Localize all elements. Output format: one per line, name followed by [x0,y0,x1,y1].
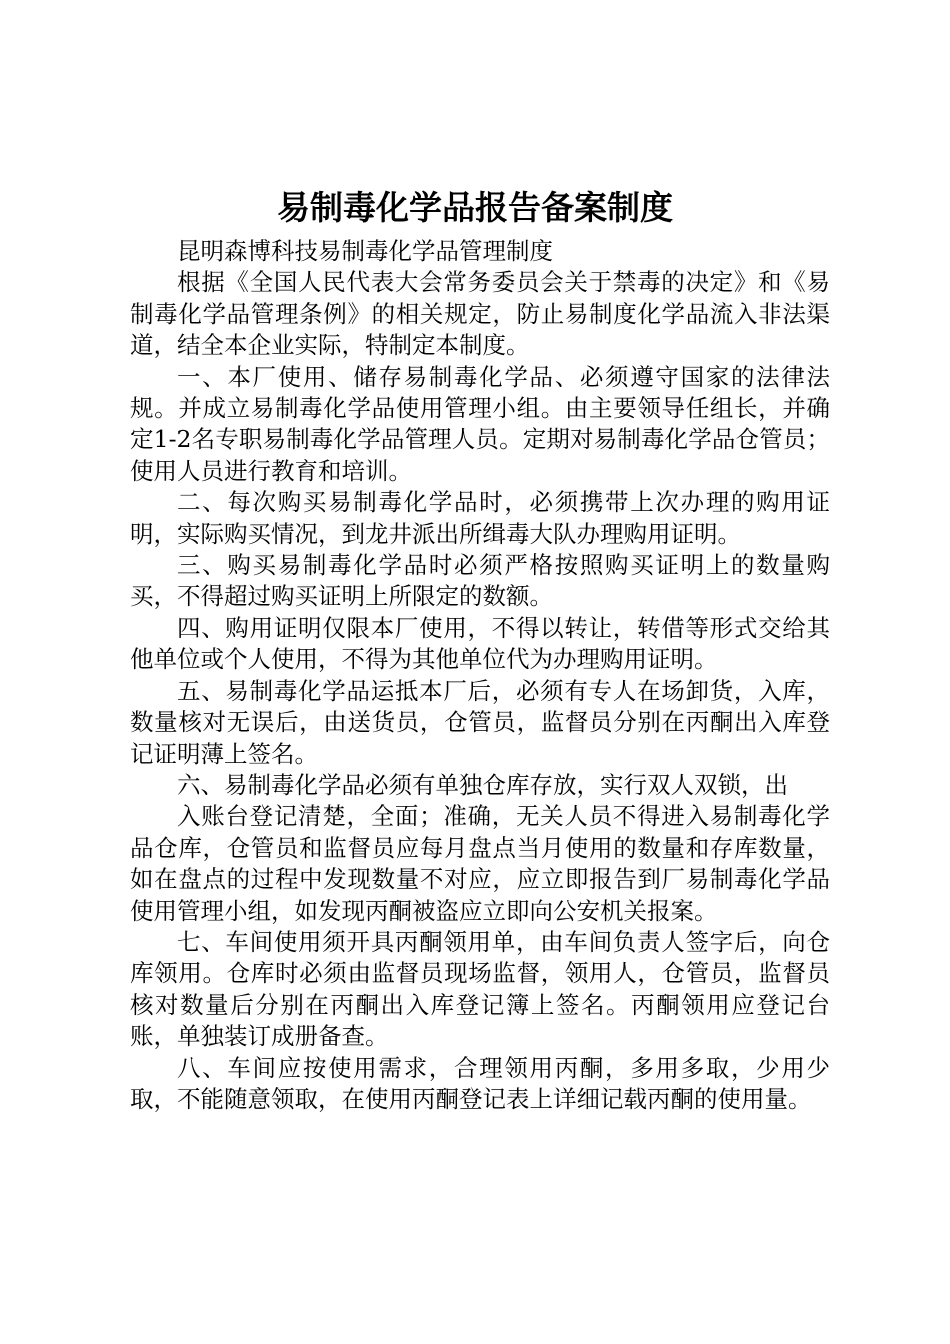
paragraph-clause-8: 八、车间应按使用需求，合理领用丙酮，多用多取，少用少取，不能随意领取，在使用丙酮登记表上详细记载丙酮的使用量。 [130,1053,830,1113]
paragraph-company-heading: 昆明森博科技易制毒化学品管理制度 [177,237,553,265]
paragraph-clause-1: 一、本厂使用、储存易制毒化学品、必须遵守国家的法律法规。并成立易制毒化学品使用管理小组。由主要领导任组长，并确定1-2名专职易制毒化学品管理人员。定期对易制毒化学品仓管员；使用人员进行教育和培训。 [130,362,830,485]
paragraph-clause-3: 三、购买易制毒化学品时必须严格按照购买证明上的数量购买，不得超过购买证明上所限定的数额。 [130,551,830,611]
paragraph-clause-7: 七、车间使用须开具丙酮领用单，由车间负责人签字后，向仓库领用。仓库时必须由监督员现场监督，领用人，仓管员，监督员核对数量后分别在丙酮出入库登记簿上签名。丙酮领用应登记台账，单独装订成册备查。 [130,927,830,1051]
paragraph-clause-2: 二、每次购买易制毒化学品时，必须携带上次办理的购用证明，实际购买情况，到龙井派出所缉毒大队办理购用证明。 [130,488,830,548]
paragraph-preamble: 根据《全国人民代表大会常务委员会关于禁毒的决定》和《易制毒化学品管理条例》的相关规定，防止易制度化学品流入非法渠道，结全本企业实际，特制定本制度。 [130,268,830,360]
paragraph-clause-4: 四、购用证明仅限本厂使用，不得以转让，转借等形式交给其他单位或个人使用，不得为其他单位代为办理购用证明。 [130,613,830,674]
paragraph-clause-6: 六、易制毒化学品必须有单独仓库存放，实行双人双锁，出 [177,770,788,799]
paragraph-clause-5: 五、易制毒化学品运抵本厂后，必须有专人在场卸货，入库，数量核对无误后，由送货员，仓管员，监督员分别在丙酮出入库登记证明薄上签名。 [130,676,830,768]
document-body [130,236,830,1115]
document-title: 易制毒化学品报告备案制度 [277,188,673,227]
paragraph-clause-6-continued: 入账台登记清楚，全面；准确，无关人员不得进入易制毒化学品仓库，仓管员和监督员应每月盘点当月使用的数量和存库数量，如在盘点的过程中发现数量不对应，应立即报告到厂易制毒化学品使用管理小组，如发现丙酮被盗应立即向公安机关报案。 [130,802,830,925]
